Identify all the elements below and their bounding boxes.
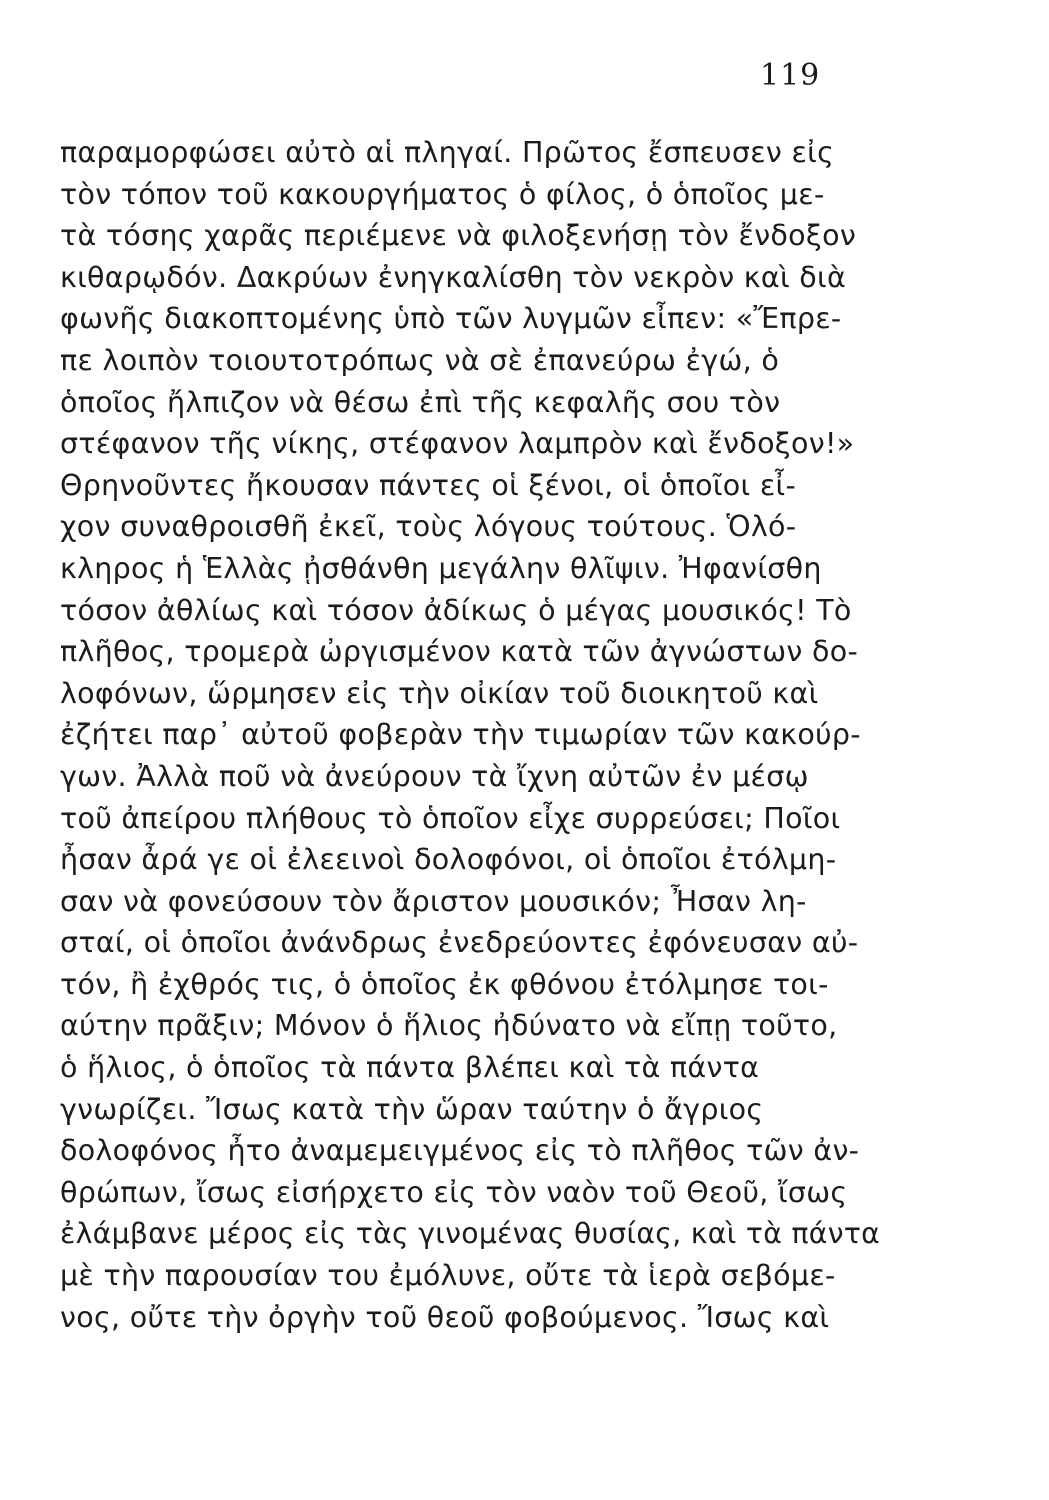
text-line: τοῦ ἀπείρου πλήθους τὸ ὁποῖον εἶχε συρρεύσει; Ποῖοι <box>60 801 841 835</box>
text-line: ἐλάμβανε μέρος εἰς τὰς γινομένας θυσίας, καὶ τὰ πάντα <box>60 1217 881 1251</box>
text-line: ἐζήτει παρ᾽ αὐτοῦ φοβερὰν τὴν τιμωρίαν τῶν κακούρ- <box>60 718 861 752</box>
text-line: δολοφόνος ἦτο ἀναμεμειγμένος εἰς τὸ πλῆθος τῶν ἀν- <box>60 1134 860 1168</box>
body-text <box>60 132 880 1338</box>
text-line: φωνῆς διακοπτομένης ὑπὸ τῶν λυγμῶν εἶπεν: «Ἔπρε- <box>60 302 842 336</box>
text-line: τὰ τόσης χαρᾶς περιέμενε νὰ φιλοξενήσῃ τὸν ἔνδοξον <box>60 219 857 253</box>
page-number: 119 <box>760 58 821 93</box>
text-line: Θρηνοῦντες ἤκουσαν πάντες οἱ ξένοι, οἱ ὁποῖοι εἶ- <box>60 468 797 502</box>
text-line: θρώπων, ἴσως εἰσήρχετο εἰς τὸν ναὸν τοῦ Θεοῦ, ἴσως <box>60 1175 848 1209</box>
text-line: τόσον ἀθλίως καὶ τόσον ἀδίκως ὁ μέγας μουσικός! Τὸ <box>60 593 852 627</box>
text-line: λοφόνων, ὥρμησεν εἰς τὴν οἰκίαν τοῦ διοικητοῦ καὶ <box>60 676 819 710</box>
text-line: στέφανον τῆς νίκης, στέφανον λαμπρὸν καὶ ἔνδοξον!» <box>60 427 855 461</box>
text-line: παραμορφώσει αὐτὸ αἱ πληγαί. Πρῶτος ἔσπευσεν εἰς <box>60 136 835 169</box>
text-line: μὲ τὴν παρουσίαν του ἐμόλυνε, οὔτε τὰ ἱερὰ σεβόμε- <box>60 1259 836 1293</box>
text-line: ὁποῖος ἤλπιζον νὰ θέσω ἐπὶ τῆς κεφαλῆς σου τὸν <box>60 385 781 419</box>
text-line: πε λοιπὸν τοιουτοτρόπως νὰ σὲ ἐπανεύρω ἐγώ, ὁ <box>60 343 780 377</box>
text-line: τόν, ἢ ἐχθρός τις, ὁ ὁποῖος ἐκ φθόνου ἐτόλμησε τοι- <box>60 967 829 1001</box>
text-line: ἦσαν ἆρά γε οἱ ἐλεεινοὶ δολοφόνοι, οἱ ὁποῖοι ἐτόλμη- <box>60 843 837 877</box>
text-line: νος, οὔτε τὴν ὀργὴν τοῦ θεοῦ φοβούμενος. Ἴσως καὶ <box>60 1300 830 1334</box>
text-line: γων. Ἀλλὰ ποῦ νὰ ἀνεύρουν τὰ ἴχνη αὐτῶν ἐν μέσῳ <box>60 759 809 793</box>
text-line: σταί, οἱ ὁποῖοι ἀνάνδρως ἐνεδρεύοντες ἐφόνευσαν αὐ- <box>60 926 859 960</box>
text-line: γνωρίζει. Ἴσως κατὰ τὴν ὥραν ταύτην ὁ ἄγριος <box>60 1092 764 1126</box>
text-line: πλῆθος, τρομερὰ ὠργισμένον κατὰ τῶν ἀγνώστων δο- <box>60 635 859 669</box>
text-line: αύτην πρᾶξιν; Μόνον ὁ ἥλιος ἠδύνατο νὰ εἴπῃ τοῦτο, <box>60 1009 838 1043</box>
text-line: χον συναθροισθῆ ἐκεῖ, τοὺς λόγους τούτους. Ὁλό- <box>60 510 797 544</box>
text-line: ὁ ἥλιος, ὁ ὁποῖος τὰ πάντα βλέπει καὶ τὰ πάντα <box>60 1051 760 1085</box>
text-line: σαν νὰ φονεύσουν τὸν ἄριστον μουσικόν; Ἦσαν λη- <box>60 884 807 918</box>
text-line: κληρος ἡ Ἑλλὰς ᾐσθάνθη μεγάλην θλῖψιν. Ἠφανίσθη <box>60 551 822 585</box>
text-line: τὸν τόπον τοῦ κακουργήματος ὁ φίλος, ὁ ὁποῖος με- <box>60 177 825 211</box>
text-line: κιθαρῳδόν. Δακρύων ἐνηγκαλίσθη τὸν νεκρὸν καὶ διὰ <box>60 260 847 294</box>
